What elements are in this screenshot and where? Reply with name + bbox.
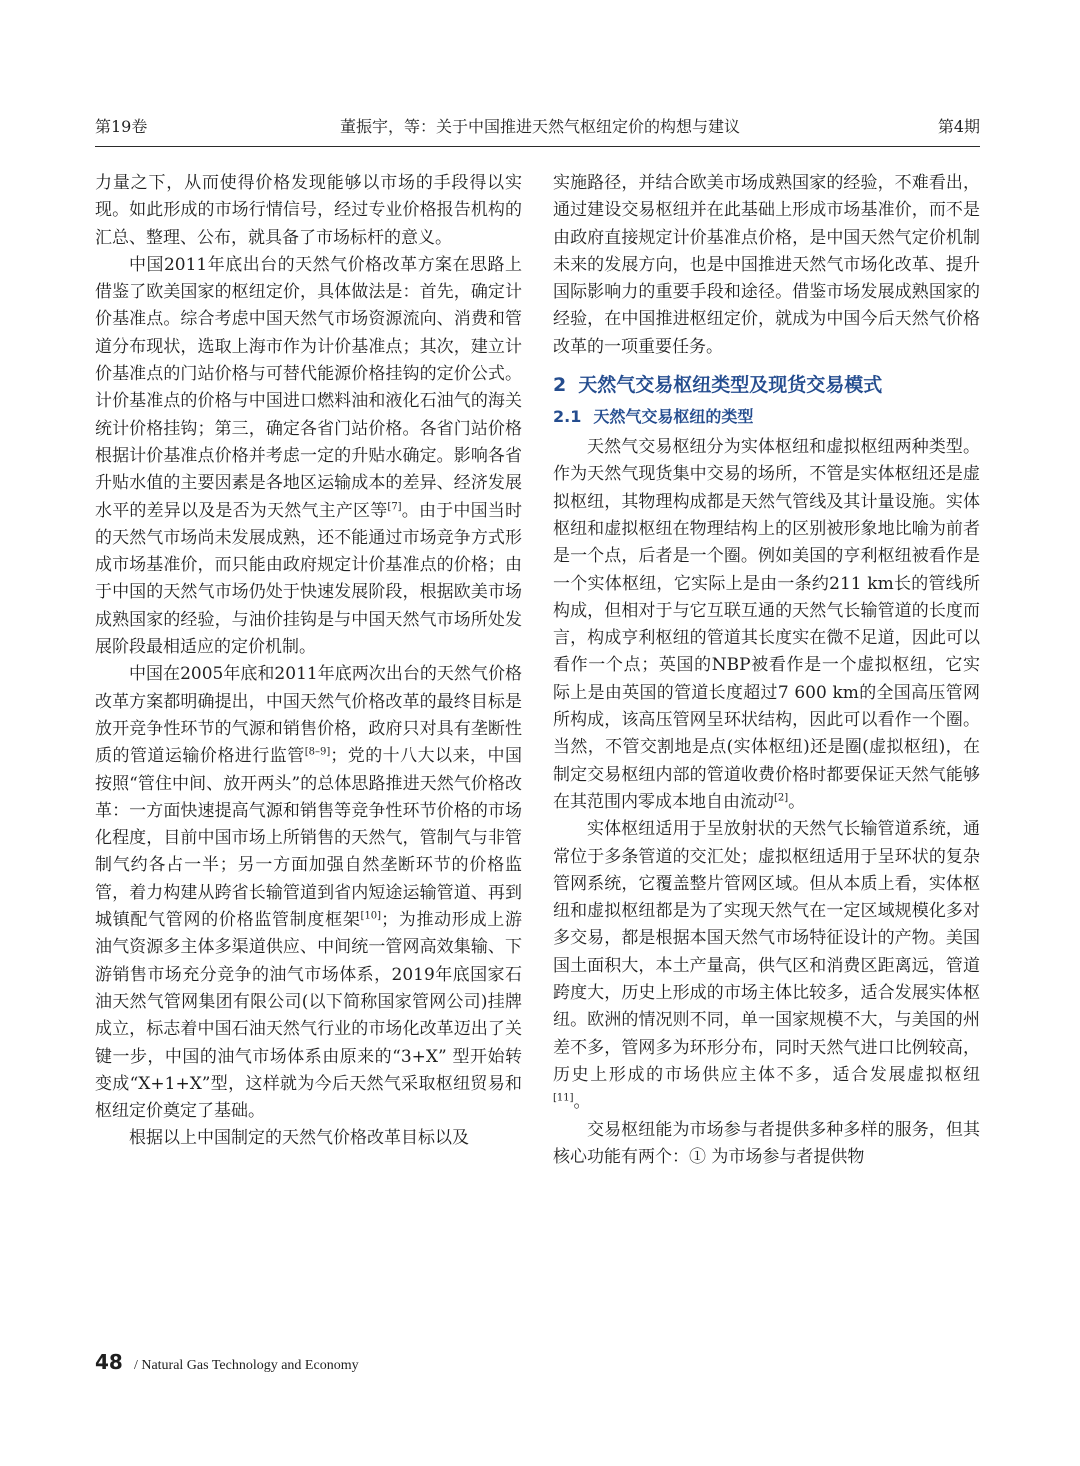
- section-heading: [553, 371, 980, 399]
- paragraph: 中国2011年底出台的天然气价格改革方案在思路上借鉴了欧美国家的枢纽定价，具体做法是：首先，确定计价基准点。综合考虑中国天然气市场资源流向、消费和管道分布现状，选取上海市作为计价基准点；其次，建立计价基准点的门站价格与可替代能源价格挂钩的定价公式。计价基准点的价格与中国进口燃料油和液化石油气的海关统计价格挂钩；第三，确定各省门站价格。各省门站价格根据计价基准点价格并考虑一定的升贴水确定。影响各省升贴水值的主要因素是各地区运输成本的差异、经济发展水平的差异以及是否为天然气主产区等[7]。由于中国当时的天然气市场尚未发展成熟，还不能通过市场竞争方式形成市场基准价，而只能由政府规定计价基准点的价格；由于中国的天然气市场仍处于快速发展阶段，根据欧美市场成熟国家的经验，与油价挂钩是与中国天然气市场所处发展阶段最相适应的定价机制。: [95, 254, 523, 658]
- subsection-number: 2.1: [553, 407, 582, 427]
- paragraph: 天然气交易枢纽分为实体枢纽和虚拟枢纽两种类型。作为天然气现货集中交易的场所，不管是实体枢纽还是虚拟枢纽，其物理构成都是天然气管线及其计量设施。实体枢纽和虚拟枢纽在物理结构上的区别被形象地比喻为前者是一个点，后者是一个圈。例如美国的亨利枢纽被看作是一个实体枢纽，它实际上是由一条约211 km长的管线所构成，但相对于与它互联互通的天然气长输管道的长度而言，构成亨利枢纽的管道其长度实在微不足道，因此可以看作一个点；英国的NBP被看作是一个虚拟枢纽，它实际上是由英国的管道长度超过7 600 km的全国高压管网所构成，该高压管网呈环状结构，因此可以看作一个圈。当然，不管交割地是点(实体枢纽)还是圈(虚拟枢纽)，在制定交易枢纽内部的管道收费价格时都要保证天然气能够在其范围内零成本地自由流动[2]。: [553, 437, 980, 812]
- citation-ref: [10]: [360, 910, 382, 922]
- section-number: 2: [553, 374, 567, 397]
- paragraph: 力量之下，从而使得价格发现能够以市场的手段得以实现。如此形成的市场行情信号，经过专业价格报告机构的汇总、整理、公布，就具备了市场标杆的意义。: [95, 173, 522, 248]
- paragraph: 实体枢纽适用于呈放射状的天然气长输管道系统，通常位于多条管道的交汇处；虚拟枢纽适用于呈环状的复杂管网系统，它覆盖整片管网区域。但从本质上看，实体枢纽和虚拟枢纽都是为了实现天然气在一定区域规模化多对多交易，都是根据本国天然气市场特征设计的产物。美国国土面积大，本土产量高，供气区和消费区距离远，管道跨度大，历史上形成的市场主体比较多，适合发展实体枢纽。欧洲的情况则不同，单一国家规模不大，与美国的州差不多，管网多为环形分布，同时天然气进口比例较高，历史上形成的市场供应主体不多，适合发展虚拟枢纽[11]。: [553, 819, 980, 1113]
- header-volume: 第19卷: [95, 117, 148, 136]
- journal-name: / Natural Gas Technology and Economy: [133, 1358, 359, 1373]
- subsection-heading: [553, 404, 980, 430]
- paragraph: 根据以上中国制定的天然气价格改革目标以及: [129, 1128, 469, 1149]
- citation-ref: [2]: [774, 792, 789, 804]
- section-title: 天然气交易枢纽类型及现货交易模式: [578, 374, 883, 397]
- page-number: 48: [95, 1350, 123, 1374]
- citation-ref: [7]: [387, 500, 402, 512]
- header-title: 董振宇，等：关于中国推进天然气枢纽定价的构想与建议: [340, 117, 741, 136]
- page-footer: [95, 1350, 359, 1374]
- running-header: [95, 112, 980, 147]
- paragraph: 交易枢纽能为市场参与者提供多种多样的服务，但其核心功能有两个：① 为市场参与者提供物: [553, 1119, 980, 1167]
- paragraph: 中国在2005年底和2011年底两次出台的天然气价格改革方案都明确提出，中国天然气价格改革的最终目标是放开竞争性环节的气源和销售价格，政府只对具有垄断性质的管道运输价格进行监管[8–9]；党的十八大以来，中国按照“管住中间、放开两头”的总体思路推进天然气价格改革：一方面快速提高气源和销售等竞争性环节价格的市场化程度，目前中国市场上所销售的天然气，管制气与非管制气约各占一半；另一方面加强自然垄断环节的价格监管，着力构建从跨省长输管道到省内短途运输管道、再到城镇配气管网的价格监管制度框架[10]；为推动形成上游油气资源多主体多渠道供应、中间统一管网高效集输、下游销售市场充分竞争的油气市场体系，2019年底国家石油天然气管网集团有限公司(以下简称国家管网公司)挂牌成立，标志着中国石油天然气行业的市场化改革迈出了关键一步，中国的油气市场体系由原来的“3+X” 型开始转变成“X+1+X”型，这样就为今后天然气采取枢纽贸易和枢纽定价奠定了基础。: [95, 664, 523, 1122]
- subsection-title: 天然气交易枢纽的类型: [593, 407, 754, 427]
- paragraph: 实施路径，并结合欧美市场成熟国家的经验，不难看出，通过建设交易枢纽并在此基础上形成市场基准价，而不是由政府直接规定计价基准点价格，是中国天然气定价机制未来的发展方向，也是中国推进天然气市场化改革、提升国际影响力的重要手段和途径。借鉴市场发展成熟国家的经验，在中国推进枢纽定价，就成为中国今后天然气价格改革的一项重要任务。: [553, 173, 980, 357]
- citation-ref: [8–9]: [304, 746, 331, 758]
- right-column: [553, 170, 980, 1171]
- citation-ref: [11]: [553, 1092, 574, 1104]
- header-issue: 第4期: [937, 117, 980, 136]
- left-column: [95, 170, 522, 1153]
